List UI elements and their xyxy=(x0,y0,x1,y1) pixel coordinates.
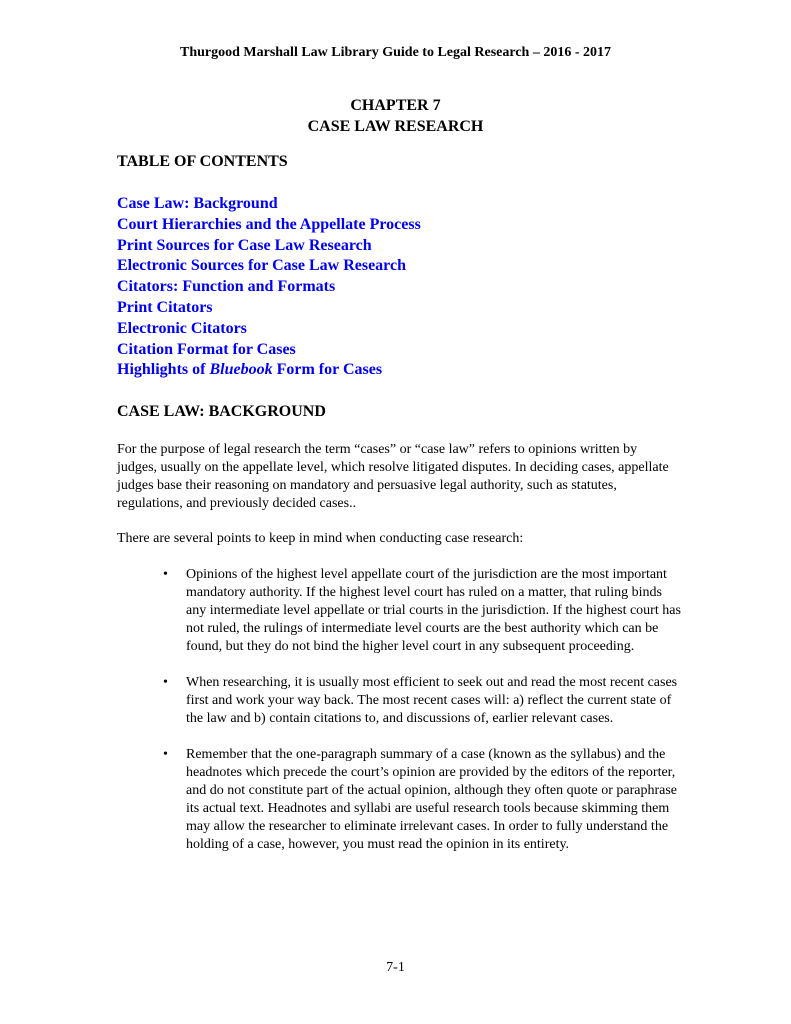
points-intro-paragraph: There are several points to keep in mind when conducting case research: xyxy=(117,531,524,546)
chapter-heading xyxy=(0,95,791,137)
toc-link-electronic-sources[interactable]: Electronic Sources for Case Law Research xyxy=(117,257,406,275)
running-header: Thurgood Marshall Law Library Guide to Legal Research – 2016 - 2017 xyxy=(179,45,612,60)
toc-link-case-law-background[interactable]: Case Law: Background xyxy=(117,195,278,212)
section-heading: CASE LAW: BACKGROUND xyxy=(117,403,326,420)
bullet-icon: • xyxy=(163,747,168,762)
toc-link-bluebook-italic: Bluebook xyxy=(209,361,273,379)
chapter-number: CHAPTER 7 xyxy=(350,97,441,114)
research-points-list xyxy=(163,566,683,872)
bullet-icon: • xyxy=(163,567,168,582)
toc-link-bluebook-suffix: Form for Cases xyxy=(272,361,383,379)
chapter-title: CASE LAW RESEARCH xyxy=(307,118,484,135)
list-item xyxy=(163,674,683,728)
toc-link-print-citators[interactable]: Print Citators xyxy=(117,298,213,316)
list-item xyxy=(163,746,683,854)
toc-link-citation-format[interactable]: Citation Format for Cases xyxy=(117,340,296,358)
bullet-text: When researching, it is usually most efficient to seek out and read the most recent cases first and work your way back. The most recent cases will: a) reflect the current state of the law and b) contain citations to, and discussions of, earlier relevant cases. xyxy=(186,675,678,726)
toc-link-electronic-citators[interactable]: Electronic Citators xyxy=(117,319,247,337)
bullet-text: Opinions of the highest level appellate court of the jurisdiction are the most important mandatory authority. If the highest level court has ruled on a matter, that ruling binds any intermediate level appellate or trial courts in the jurisdiction. If the highest court has not ruled, the rulings of intermediate level courts are the best authority which can be found, but they do not bind the higher level court in any subsequent proceeding. xyxy=(186,567,681,654)
list-item xyxy=(163,566,683,656)
toc-link-print-sources[interactable]: Print Sources for Case Law Research xyxy=(117,236,372,254)
intro-paragraph: For the purpose of legal research the term “cases” or “case law” refers to opinions written by judges, usually on the appellate level, which resolve litigated disputes. In deciding cases, appellate judges base their reasoning on mandatory and persuasive legal authority, such as statutes, regulations, and previously decided cases.. xyxy=(117,442,669,511)
toc-title: TABLE OF CONTENTS xyxy=(117,153,288,170)
toc-link-bluebook-highlights[interactable] xyxy=(117,360,421,381)
bullet-text: Remember that the one-paragraph summary of a case (known as the syllabus) and the headnotes which precede the court’s opinion are provided by the editors of the reporter, and do not constitute part of the actual opinion, although they often quote or paraphrase its actual text. Headnotes and syllabi are useful research tools because skimming them may allow the researcher to eliminate irrelevant cases. In order to fully understand the holding of a case, however, you must read the opinion in its entirety. xyxy=(186,747,678,852)
toc-link-citators-function[interactable]: Citators: Function and Formats xyxy=(117,278,336,296)
table-of-contents xyxy=(117,194,421,381)
page-number: 7-1 xyxy=(386,960,405,975)
toc-link-court-hierarchies[interactable]: Court Hierarchies and the Appellate Process xyxy=(117,215,421,233)
bullet-icon: • xyxy=(163,675,168,690)
toc-link-bluebook-prefix: Highlights of xyxy=(117,361,210,379)
